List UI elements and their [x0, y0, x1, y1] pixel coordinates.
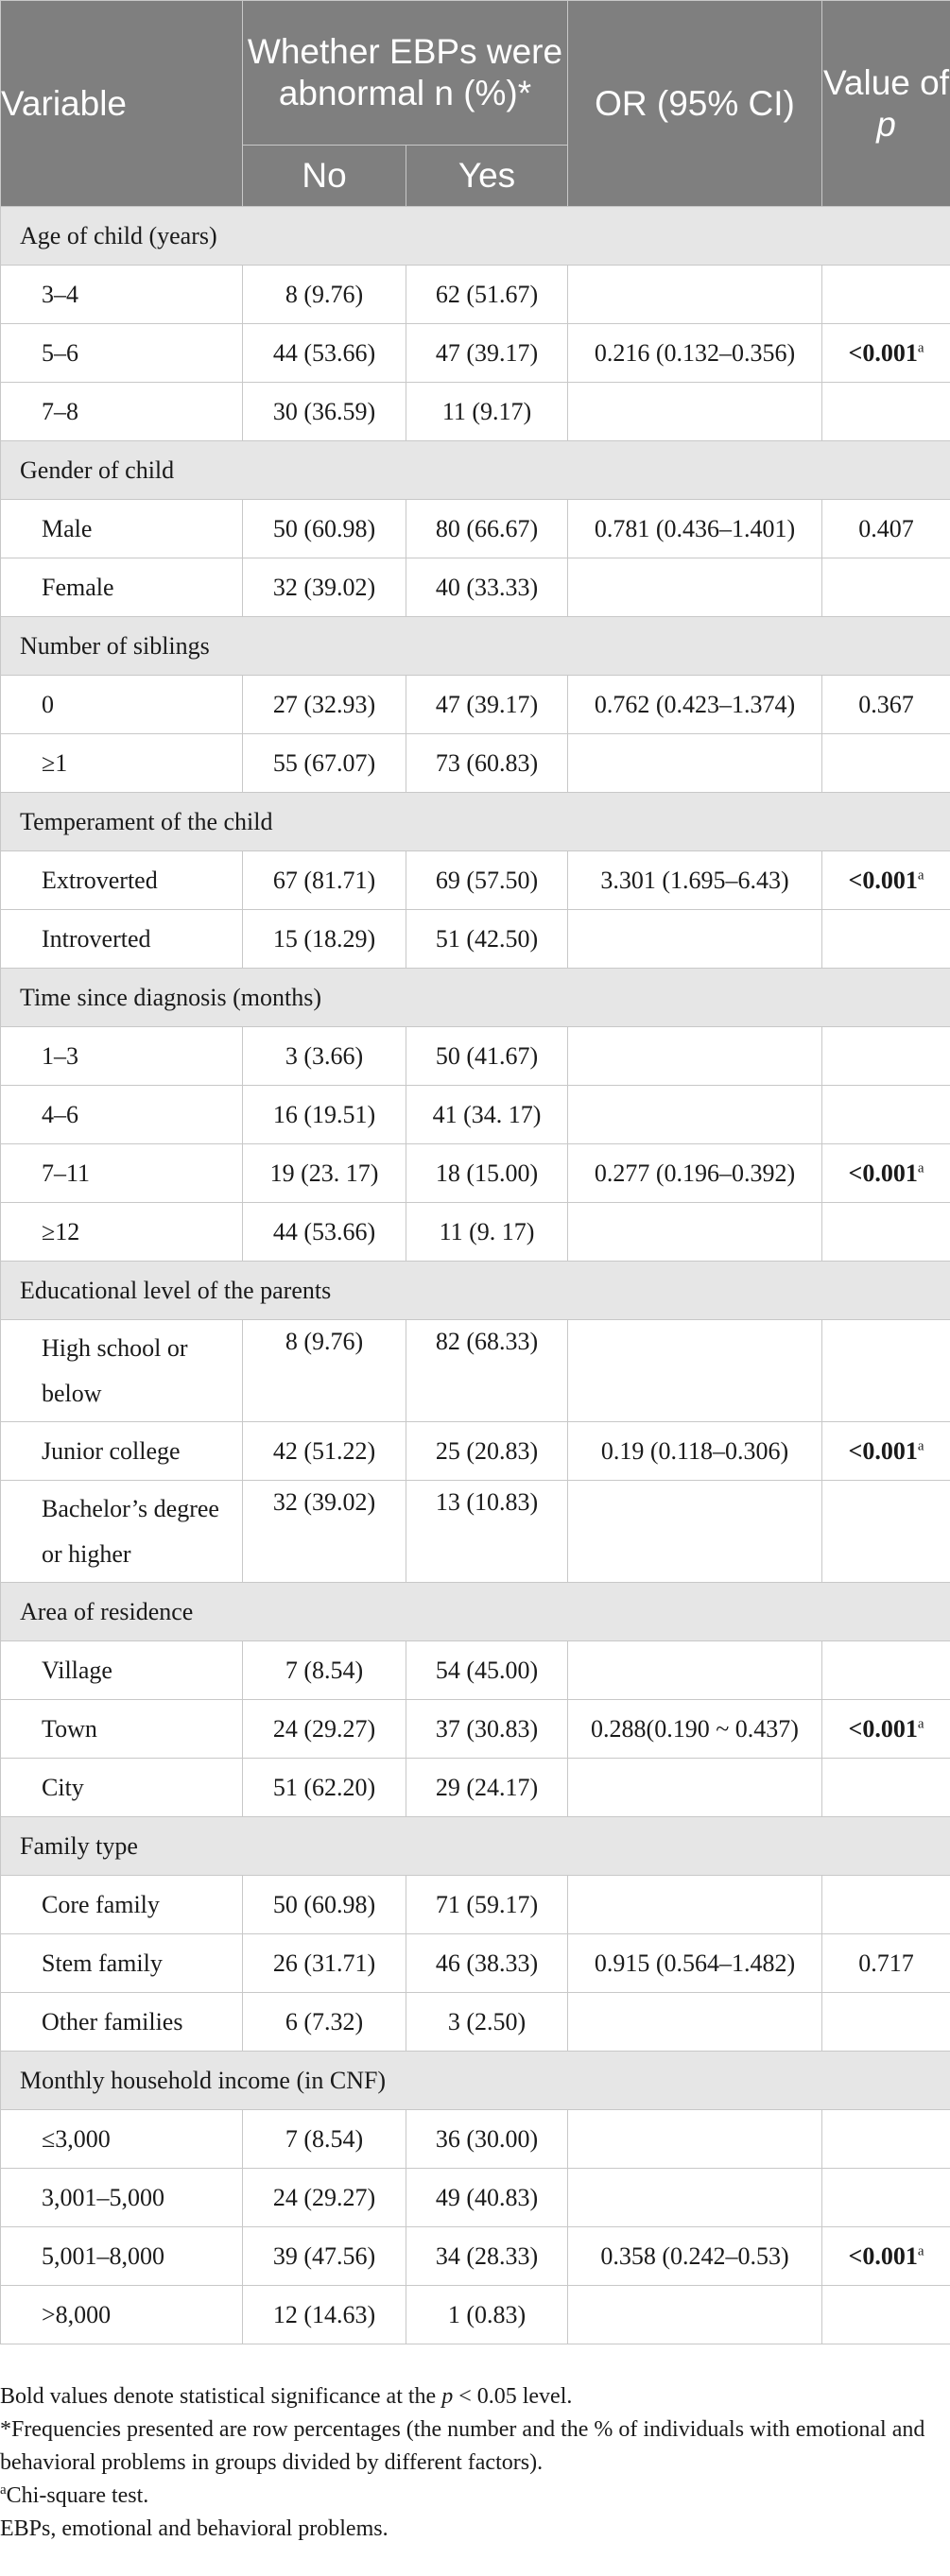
cell-no: 55 (67.07): [243, 734, 406, 793]
category-row: [1, 1583, 950, 1641]
p-value-text: 0.407: [858, 514, 914, 542]
cell-yes: 34 (28.33): [406, 2227, 568, 2286]
cell-p-value: [822, 500, 950, 558]
cell-yes: 41 (34. 17): [406, 1086, 568, 1144]
category-row: [1, 1262, 950, 1320]
cell-yes: 50 (41.67): [406, 1027, 568, 1086]
row-label: 1–3: [1, 1027, 243, 1086]
category-label: Time since diagnosis (months): [1, 969, 950, 1027]
cell-or-ci: [568, 383, 822, 441]
cell-or-ci: [568, 266, 822, 324]
table-row: [1, 1876, 950, 1934]
row-label: Junior college: [1, 1422, 243, 1481]
cell-yes: 25 (20.83): [406, 1422, 568, 1481]
cell-no: 15 (18.29): [243, 910, 406, 969]
cell-yes: 37 (30.83): [406, 1700, 568, 1759]
table-row: [1, 1934, 950, 1993]
category-row: [1, 1817, 950, 1876]
cell-or-ci: 0.277 (0.196–0.392): [568, 1144, 822, 1203]
cell-or-ci: [568, 1027, 822, 1086]
row-label: 7–11: [1, 1144, 243, 1203]
table-row: [1, 851, 950, 910]
cell-p-value: [822, 676, 950, 734]
category-label: Temperament of the child: [1, 793, 950, 851]
table-row: [1, 1203, 950, 1262]
cell-p-value: [822, 1934, 950, 1993]
cell-p-value: [822, 1641, 950, 1700]
cell-yes: 69 (57.50): [406, 851, 568, 910]
table-row: [1, 2227, 950, 2286]
cell-p-value: [822, 1203, 950, 1262]
category-row: [1, 2052, 950, 2110]
cell-no: 26 (31.71): [243, 1934, 406, 1993]
footnote-bold-p: p: [441, 2384, 454, 2409]
row-label: 3,001–5,000: [1, 2169, 243, 2227]
cell-no: 51 (62.20): [243, 1759, 406, 1817]
cell-p-value: [822, 1481, 950, 1583]
cell-or-ci: [568, 1481, 822, 1583]
table-row: [1, 1422, 950, 1481]
table-row: [1, 2286, 950, 2344]
row-label: ≥12: [1, 1203, 243, 1262]
cell-p-value: [822, 1700, 950, 1759]
cell-no: 24 (29.27): [243, 2169, 406, 2227]
p-value-superscript: a: [917, 1437, 924, 1453]
category-row: [1, 969, 950, 1027]
cell-no: 8 (9.76): [243, 266, 406, 324]
cell-or-ci: [568, 1876, 822, 1934]
cell-or-ci: 3.301 (1.695–6.43): [568, 851, 822, 910]
category-label: Number of siblings: [1, 617, 950, 676]
header-yes: Yes: [406, 146, 568, 207]
table-footnotes: [0, 2344, 950, 2546]
table-row: [1, 734, 950, 793]
cell-p-value: [822, 1993, 950, 2052]
cell-p-value: [822, 2110, 950, 2169]
cell-no: 42 (51.22): [243, 1422, 406, 1481]
cell-yes: 80 (66.67): [406, 500, 568, 558]
cell-no: 32 (39.02): [243, 558, 406, 617]
cell-p-value: [822, 1320, 950, 1422]
footnote-chi-text: Chi-square test.: [6, 2483, 149, 2508]
footnote-frequencies: *Frequencies presented are row percentages (the number and the % of individuals with emotional and behavioral problems in groups divided by different factors).: [0, 2417, 925, 2475]
cell-or-ci: [568, 910, 822, 969]
cell-no: 12 (14.63): [243, 2286, 406, 2344]
cell-or-ci: [568, 2169, 822, 2227]
cell-yes: 11 (9.17): [406, 383, 568, 441]
header-ebp-group: Whether EBPs were abnormal n (%)*: [243, 1, 568, 146]
row-label: Male: [1, 500, 243, 558]
row-label: Town: [1, 1700, 243, 1759]
p-value-superscript: a: [917, 1715, 924, 1731]
p-value-text: <0.001: [848, 866, 918, 894]
row-label: City: [1, 1759, 243, 1817]
category-row: [1, 617, 950, 676]
p-value-superscript: a: [917, 1159, 924, 1176]
table-row: [1, 1481, 950, 1583]
cell-yes: 11 (9. 17): [406, 1203, 568, 1262]
footnote-chi-square: [0, 2480, 950, 2513]
footnote-bold: [0, 2380, 950, 2413]
cell-p-value: [822, 2227, 950, 2286]
row-label: Other families: [1, 1993, 243, 2052]
cell-no: 67 (81.71): [243, 851, 406, 910]
cell-no: 3 (3.66): [243, 1027, 406, 1086]
row-label: 5,001–8,000: [1, 2227, 243, 2286]
cell-yes: 51 (42.50): [406, 910, 568, 969]
p-value-superscript: a: [917, 339, 924, 355]
row-label: 0: [1, 676, 243, 734]
cell-or-ci: 0.762 (0.423–1.374): [568, 676, 822, 734]
row-label: 7–8: [1, 383, 243, 441]
cell-no: 24 (29.27): [243, 1700, 406, 1759]
row-label: ≥1: [1, 734, 243, 793]
row-label: High school or below: [1, 1320, 243, 1422]
cell-p-value: [822, 910, 950, 969]
cell-yes: 18 (15.00): [406, 1144, 568, 1203]
p-value-text: <0.001: [848, 1159, 918, 1187]
table-row: [1, 266, 950, 324]
row-label: Extroverted: [1, 851, 243, 910]
cell-p-value: [822, 851, 950, 910]
cell-yes: 62 (51.67): [406, 266, 568, 324]
row-label: 4–6: [1, 1086, 243, 1144]
cell-no: 50 (60.98): [243, 500, 406, 558]
table-row: [1, 1086, 950, 1144]
cell-yes: 40 (33.33): [406, 558, 568, 617]
cell-p-value: [822, 324, 950, 383]
row-label: >8,000: [1, 2286, 243, 2344]
table-row: [1, 1993, 950, 2052]
cell-yes: 73 (60.83): [406, 734, 568, 793]
cell-p-value: [822, 2169, 950, 2227]
row-label: ≤3,000: [1, 2110, 243, 2169]
header-p: p: [876, 104, 896, 144]
cell-no: 50 (60.98): [243, 1876, 406, 1934]
cell-yes: 36 (30.00): [406, 2110, 568, 2169]
header-p-value: [822, 1, 950, 207]
row-label: Stem family: [1, 1934, 243, 1993]
cell-or-ci: [568, 1203, 822, 1262]
cell-p-value: [822, 1086, 950, 1144]
cell-p-value: [822, 383, 950, 441]
cell-p-value: [822, 558, 950, 617]
row-label: 5–6: [1, 324, 243, 383]
table-row: [1, 676, 950, 734]
cell-or-ci: 0.781 (0.436–1.401): [568, 500, 822, 558]
row-label: Core family: [1, 1876, 243, 1934]
cell-or-ci: [568, 1320, 822, 1422]
cell-yes: 47 (39.17): [406, 676, 568, 734]
category-row: [1, 207, 950, 266]
cell-p-value: [822, 266, 950, 324]
cell-yes: 29 (24.17): [406, 1759, 568, 1817]
p-value-text: 0.367: [858, 690, 914, 718]
cell-or-ci: 0.288(0.190 ~ 0.437): [568, 1700, 822, 1759]
cell-or-ci: [568, 1641, 822, 1700]
table-header: [1, 1, 950, 207]
cell-or-ci: [568, 558, 822, 617]
header-value-of: Value of: [822, 62, 950, 102]
cell-no: 7 (8.54): [243, 2110, 406, 2169]
category-row: [1, 441, 950, 500]
table-row: [1, 1759, 950, 1817]
p-value-text: <0.001: [848, 2241, 918, 2270]
cell-or-ci: 0.19 (0.118–0.306): [568, 1422, 822, 1481]
cell-or-ci: 0.358 (0.242–0.53): [568, 2227, 822, 2286]
table-row: [1, 2169, 950, 2227]
cell-yes: 49 (40.83): [406, 2169, 568, 2227]
cell-no: 27 (32.93): [243, 676, 406, 734]
cell-yes: 71 (59.17): [406, 1876, 568, 1934]
row-label: Bachelor’s degree or higher: [1, 1481, 243, 1583]
cell-no: 39 (47.56): [243, 2227, 406, 2286]
cell-p-value: [822, 1876, 950, 1934]
p-value-text: <0.001: [848, 338, 918, 367]
cell-yes: 13 (10.83): [406, 1481, 568, 1583]
category-row: [1, 793, 950, 851]
table-body: [1, 207, 950, 2344]
cell-p-value: [822, 1144, 950, 1203]
p-value-superscript: a: [917, 867, 924, 883]
cell-or-ci: [568, 1759, 822, 1817]
cell-or-ci: [568, 2110, 822, 2169]
table-row: [1, 500, 950, 558]
footnote-abbreviation: EBPs, emotional and behavioral problems.: [0, 2516, 389, 2541]
cell-yes: 3 (2.50): [406, 1993, 568, 2052]
cell-no: 19 (23. 17): [243, 1144, 406, 1203]
cell-yes: 82 (68.33): [406, 1320, 568, 1422]
cell-no: 44 (53.66): [243, 1203, 406, 1262]
cell-yes: 54 (45.00): [406, 1641, 568, 1700]
cell-no: 6 (7.32): [243, 1993, 406, 2052]
table-row: [1, 2110, 950, 2169]
cell-or-ci: 0.915 (0.564–1.482): [568, 1934, 822, 1993]
row-label: 3–4: [1, 266, 243, 324]
table-row: [1, 1700, 950, 1759]
table-row: [1, 558, 950, 617]
cell-or-ci: [568, 1993, 822, 2052]
table-row: [1, 1641, 950, 1700]
cell-or-ci: [568, 1086, 822, 1144]
table-row: [1, 1320, 950, 1422]
cell-p-value: [822, 1759, 950, 1817]
header-or-ci: OR (95% CI): [568, 1, 822, 207]
table-row: [1, 1144, 950, 1203]
cell-or-ci: [568, 734, 822, 793]
cell-yes: 46 (38.33): [406, 1934, 568, 1993]
p-value-text: <0.001: [848, 1714, 918, 1743]
table-row: [1, 383, 950, 441]
cell-p-value: [822, 1422, 950, 1481]
cell-or-ci: [568, 2286, 822, 2344]
cell-no: 16 (19.51): [243, 1086, 406, 1144]
category-label: Educational level of the parents: [1, 1262, 950, 1320]
header-variable: Variable: [1, 1, 243, 207]
row-label: Village: [1, 1641, 243, 1700]
cell-or-ci: 0.216 (0.132–0.356): [568, 324, 822, 383]
cell-p-value: [822, 1027, 950, 1086]
p-value-text: 0.717: [858, 1949, 914, 1977]
cell-p-value: [822, 734, 950, 793]
category-label: Family type: [1, 1817, 950, 1876]
category-label: Gender of child: [1, 441, 950, 500]
header-no: No: [243, 146, 406, 207]
row-label: Female: [1, 558, 243, 617]
cell-p-value: [822, 2286, 950, 2344]
footnote-bold-text: Bold values denote statistical significance at the: [0, 2384, 442, 2409]
category-label: Monthly household income (in CNF): [1, 2052, 950, 2110]
cell-yes: 47 (39.17): [406, 324, 568, 383]
cell-no: 7 (8.54): [243, 1641, 406, 1700]
row-label: Introverted: [1, 910, 243, 969]
cell-no: 32 (39.02): [243, 1481, 406, 1583]
cell-no: 44 (53.66): [243, 324, 406, 383]
table-row: [1, 910, 950, 969]
footnote-bold-end: < 0.05 level.: [453, 2384, 573, 2409]
cell-no: 8 (9.76): [243, 1320, 406, 1422]
category-label: Area of residence: [1, 1583, 950, 1641]
p-value-superscript: a: [917, 2242, 924, 2258]
footnote-chi-sup: a: [0, 2482, 7, 2498]
category-label: Age of child (years): [1, 207, 950, 266]
cell-no: 30 (36.59): [243, 383, 406, 441]
table-row: [1, 324, 950, 383]
p-value-text: <0.001: [848, 1436, 918, 1465]
cell-yes: 1 (0.83): [406, 2286, 568, 2344]
table-row: [1, 1027, 950, 1086]
